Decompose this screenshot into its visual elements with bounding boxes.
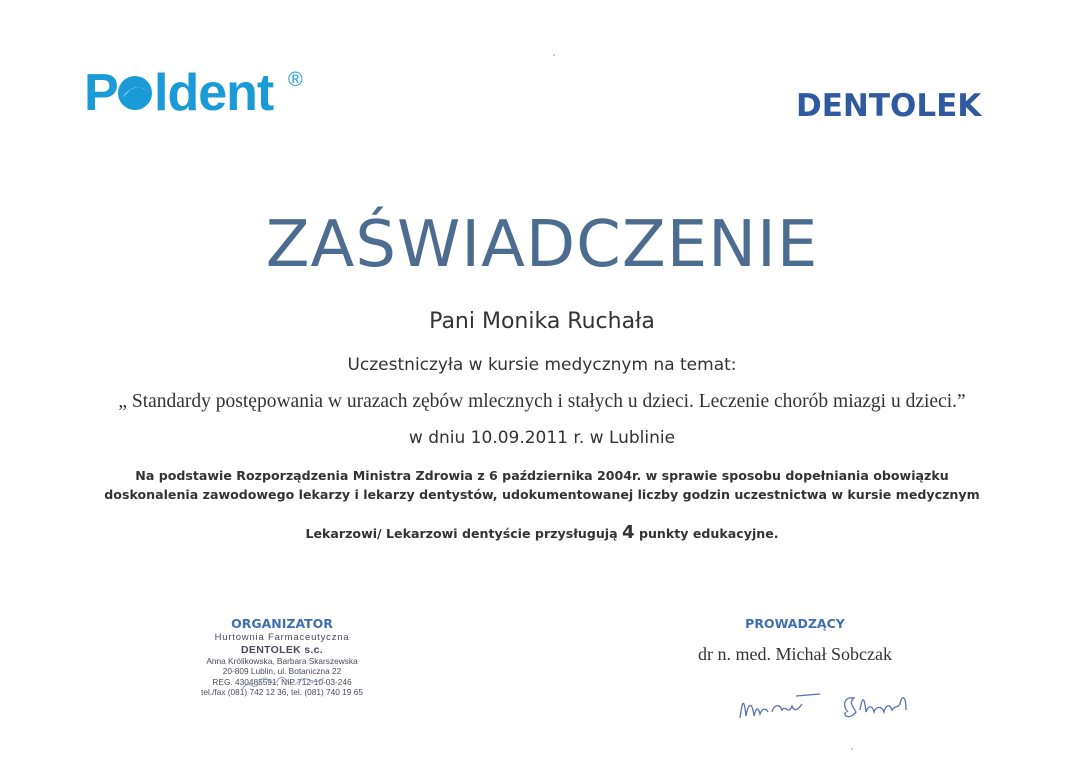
leader-heading: PROWADZĄCY <box>745 616 845 631</box>
certificate-title: ZAŚWIADCZENIE <box>265 208 819 282</box>
scan-speck <box>553 54 555 56</box>
legal-basis-line-2: doskonalenia zawodowego lekarzy i lekarzy dentystów, udokumentowanej liczby godzin uczestnictwa w kursie medycznym <box>104 487 980 502</box>
points-after: punkty edukacyjne. <box>638 526 779 541</box>
dentolek-logo: DENTOLEK <box>796 88 982 124</box>
poldent-logo <box>84 60 314 120</box>
stamp-line-4: 20-809 Lublin, ul. Botaniczna 22 <box>222 666 342 676</box>
leader-signature <box>730 682 930 731</box>
scan-speck <box>851 748 853 750</box>
points-number: 4 <box>622 522 635 543</box>
legal-basis-line-1: Na podstawie Rozporządzenia Ministra Zdrowia z 6 października 2004r. w sprawie sposobu dopełniania obowiązku <box>135 468 949 483</box>
course-date: w dniu 10.09.2011 r. w Lublinie <box>408 428 676 448</box>
course-topic: „ Standardy postępowania w urazach zębów mlecznych i stałych u dzieci. Leczenie chorób miazgi u dzieci.” <box>118 391 966 412</box>
stamp-line-3: Anna Królikowska, Barbara Skarszewska <box>206 655 358 666</box>
stamp-line-2: DENTOLEK s.c. <box>241 643 323 656</box>
points-before: Lekarzowi/ Lekarzowi dentyście przysługują <box>305 526 618 541</box>
organizer-heading: ORGANIZATOR <box>231 616 333 631</box>
stamp-line-6: tel./fax (081) 742 12 36, tel. (081) 740 19 65 <box>201 687 363 697</box>
stamp-line-5: REG. 430485591, NIP 712-10-03-246 <box>212 676 352 687</box>
registered-mark: ® <box>288 69 303 91</box>
recipient-name: Pani Monika Ruchała <box>429 309 655 334</box>
stamp-line-1: Hurtownia Farmaceutyczna <box>214 632 350 643</box>
organizer-signature <box>238 668 328 702</box>
course-intro: Uczestniczyła w kursie medycznym na temat: <box>347 355 737 375</box>
svg-text:ldent: ldent <box>154 64 274 120</box>
svg-text:P: P <box>84 64 118 120</box>
points-statement <box>0 522 1084 543</box>
leader-name: dr n. med. Michał Sobczak <box>698 644 892 664</box>
